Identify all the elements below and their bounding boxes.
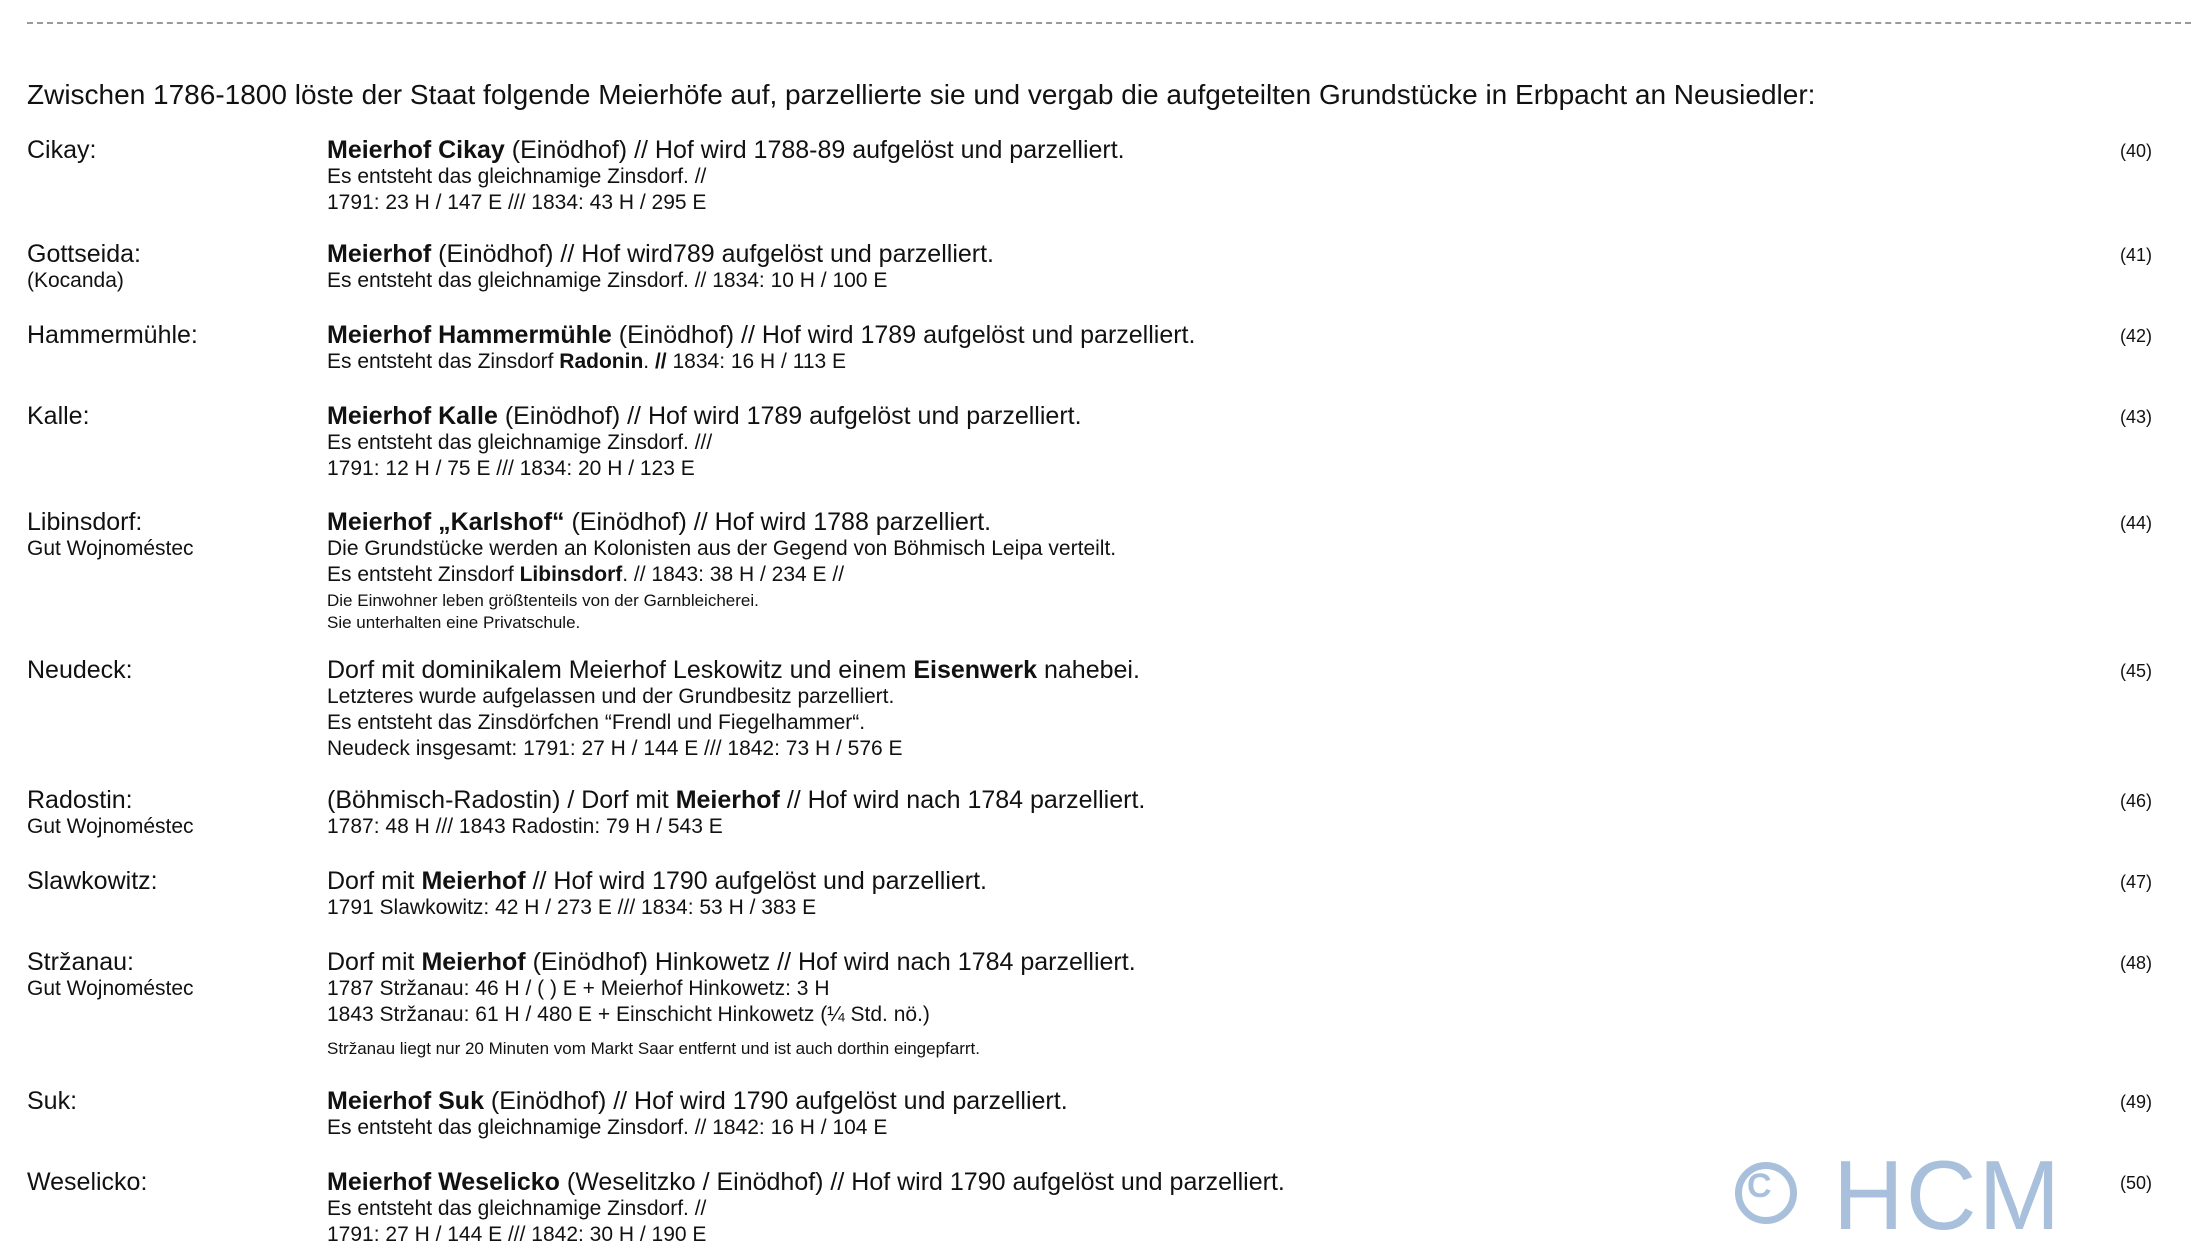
place-name: Stržanau: xyxy=(27,948,135,976)
entry-headline: Meierhof „Karlshof“ (Einödhof) // Hof wird 1788 parzelliert. xyxy=(327,508,992,536)
entry-note: Stržanau liegt nur 20 Minuten vom Markt Saar entfernt und ist auch dorthin eingepfarrt. xyxy=(327,1039,980,1058)
entry-line: Neudeck insgesamt: 1791: 27 H / 144 E /// 1842: 73 H / 576 E xyxy=(327,737,903,760)
entry-line: Es entsteht das gleichnamige Zinsdorf. /// xyxy=(327,431,713,454)
entry-line: 1791 Slawkowitz: 42 H / 273 E /// 1834: 53 H / 383 E xyxy=(327,896,817,919)
place-column xyxy=(27,786,317,840)
entry-line: 1843 Stržanau: 61 H / 480 E + Einschicht Hinkowetz (¼ Std. nö.) xyxy=(327,1003,930,1026)
place-subtitle: Gut Wojnoméstec xyxy=(27,537,194,560)
entry-headline: Meierhof Suk (Einödhof) // Hof wird 1790 aufgelöst und parzelliert. xyxy=(327,1087,1068,1115)
entry-description xyxy=(327,786,1887,840)
entry-headline: Dorf mit dominikalem Meierhof Leskowitz und einem Eisenwerk nahebei. xyxy=(327,656,1140,684)
place-name: Weselicko: xyxy=(27,1168,148,1196)
entry-line: Es entsteht das gleichnamige Zinsdorf. // xyxy=(327,165,707,188)
entry-line: 1791: 12 H / 75 E /// 1834: 20 H / 123 E xyxy=(327,457,695,480)
entry-number: (40) xyxy=(2120,141,2153,161)
entry-description xyxy=(327,402,1887,482)
dashed-separator-line xyxy=(27,22,2191,24)
entry-number: (42) xyxy=(2120,326,2153,346)
place-column xyxy=(27,240,317,294)
entry-line: 1791: 23 H / 147 E /// 1834: 43 H / 295 E xyxy=(327,191,707,214)
place-name: Kalle: xyxy=(27,402,90,430)
entry-number: (45) xyxy=(2120,661,2153,681)
entry-number: (47) xyxy=(2120,872,2153,892)
watermark-text: HCM xyxy=(1833,1148,2063,1250)
entry-line: 1787: 48 H /// 1843 Radostin: 79 H / 543 E xyxy=(327,815,723,838)
entry-description xyxy=(327,1087,1887,1141)
place-name: Gottseida: xyxy=(27,240,141,268)
entry-description xyxy=(327,136,1887,216)
intro-paragraph: Zwischen 1786-1800 löste der Staat folgende Meierhöfe auf, parzellierte sie und vergab die aufgeteilten Grundstücke in Erbpacht an Neusiedler: xyxy=(27,79,1816,110)
entry-line: Es entsteht das gleichnamige Zinsdorf. // 1842: 16 H / 104 E xyxy=(327,1116,888,1139)
entry-description xyxy=(327,240,1887,294)
entry-description xyxy=(327,508,1887,634)
entry-description xyxy=(327,1168,1887,1248)
entry-line: Es entsteht das Zinsdorf Radonin. // 1834: 16 H / 113 E xyxy=(327,350,847,373)
place-column xyxy=(27,321,317,349)
entry-headline: (Böhmisch-Radostin) / Dorf mit Meierhof // Hof wird nach 1784 parzelliert. xyxy=(327,786,1146,814)
entry-number: (49) xyxy=(2120,1092,2153,1112)
entry-number: (44) xyxy=(2120,513,2153,533)
entry-line: Es entsteht das Zinsdörfchen “Frendl und Fiegelhammer“. xyxy=(327,711,866,734)
place-column xyxy=(27,867,317,895)
entry-line: Es entsteht das gleichnamige Zinsdorf. // 1834: 10 H / 100 E xyxy=(327,269,888,292)
place-name: Hammermühle: xyxy=(27,321,198,349)
place-name: Slawkowitz: xyxy=(27,867,158,895)
entry-line: Die Grundstücke werden an Kolonisten aus der Gegend von Böhmisch Leipa verteilt. xyxy=(327,537,1117,560)
entry-headline: Meierhof (Einödhof) // Hof wird789 aufgelöst und parzelliert. xyxy=(327,240,994,268)
entry-description xyxy=(327,867,1887,921)
place-column xyxy=(27,508,317,562)
entry-number: (46) xyxy=(2120,791,2153,811)
entry-line: 1791: 27 H / 144 E /// 1842: 30 H / 190 E xyxy=(327,1223,707,1246)
place-name: Cikay: xyxy=(27,136,97,164)
place-column xyxy=(27,656,317,684)
place-column xyxy=(27,136,317,164)
place-subtitle: (Kocanda) xyxy=(27,269,124,292)
place-subtitle: Gut Wojnoméstec xyxy=(27,977,194,1000)
entry-description xyxy=(327,948,1887,1060)
copyright-symbol: C xyxy=(1747,1167,1772,1205)
place-subtitle: Gut Wojnoméstec xyxy=(27,815,194,838)
entry-line: Es entsteht Zinsdorf Libinsdorf. // 1843: 38 H / 234 E // xyxy=(327,563,845,586)
place-column xyxy=(27,1087,317,1115)
place-name: Suk: xyxy=(27,1087,78,1115)
entry-headline: Meierhof Cikay (Einödhof) // Hof wird 1788-89 aufgelöst und parzelliert. xyxy=(327,136,1125,164)
entry-note: Die Einwohner leben größtenteils von der Garnbleicherei. xyxy=(327,591,759,610)
entry-headline: Meierhof Kalle (Einödhof) // Hof wird 1789 aufgelöst und parzelliert. xyxy=(327,402,1082,430)
entry-description xyxy=(327,321,1887,375)
entry-line: 1787 Stržanau: 46 H / ( ) E + Meierhof Hinkowetz: 3 H xyxy=(327,977,830,1000)
entry-number: (41) xyxy=(2120,245,2153,265)
entry-headline: Meierhof Weselicko (Weselitzko / Einödhof) // Hof wird 1790 aufgelöst und parzelliert. xyxy=(327,1168,1285,1196)
place-column xyxy=(27,402,317,430)
entry-headline: Meierhof Hammermühle (Einödhof) // Hof wird 1789 aufgelöst und parzelliert. xyxy=(327,321,1196,349)
entry-note: Sie unterhalten eine Privatschule. xyxy=(327,613,581,632)
place-column xyxy=(27,1168,317,1196)
place-name: Neudeck: xyxy=(27,656,133,684)
entry-description xyxy=(327,656,1887,762)
entry-headline: Dorf mit Meierhof (Einödhof) Hinkowetz // Hof wird nach 1784 parzelliert. xyxy=(327,948,1136,976)
entry-line: Es entsteht das gleichnamige Zinsdorf. // xyxy=(327,1197,707,1220)
place-column xyxy=(27,948,317,1002)
place-name: Libinsdorf: xyxy=(27,508,143,536)
entry-headline: Dorf mit Meierhof // Hof wird 1790 aufgelöst und parzelliert. xyxy=(327,867,988,895)
entry-line: Letzteres wurde aufgelassen und der Grundbesitz parzelliert. xyxy=(327,685,895,708)
place-name: Radostin: xyxy=(27,786,133,814)
copyright-watermark xyxy=(1735,1148,2075,1253)
entry-number: (50) xyxy=(2120,1173,2153,1193)
entry-number: (43) xyxy=(2120,407,2153,427)
entry-number: (48) xyxy=(2120,953,2153,973)
